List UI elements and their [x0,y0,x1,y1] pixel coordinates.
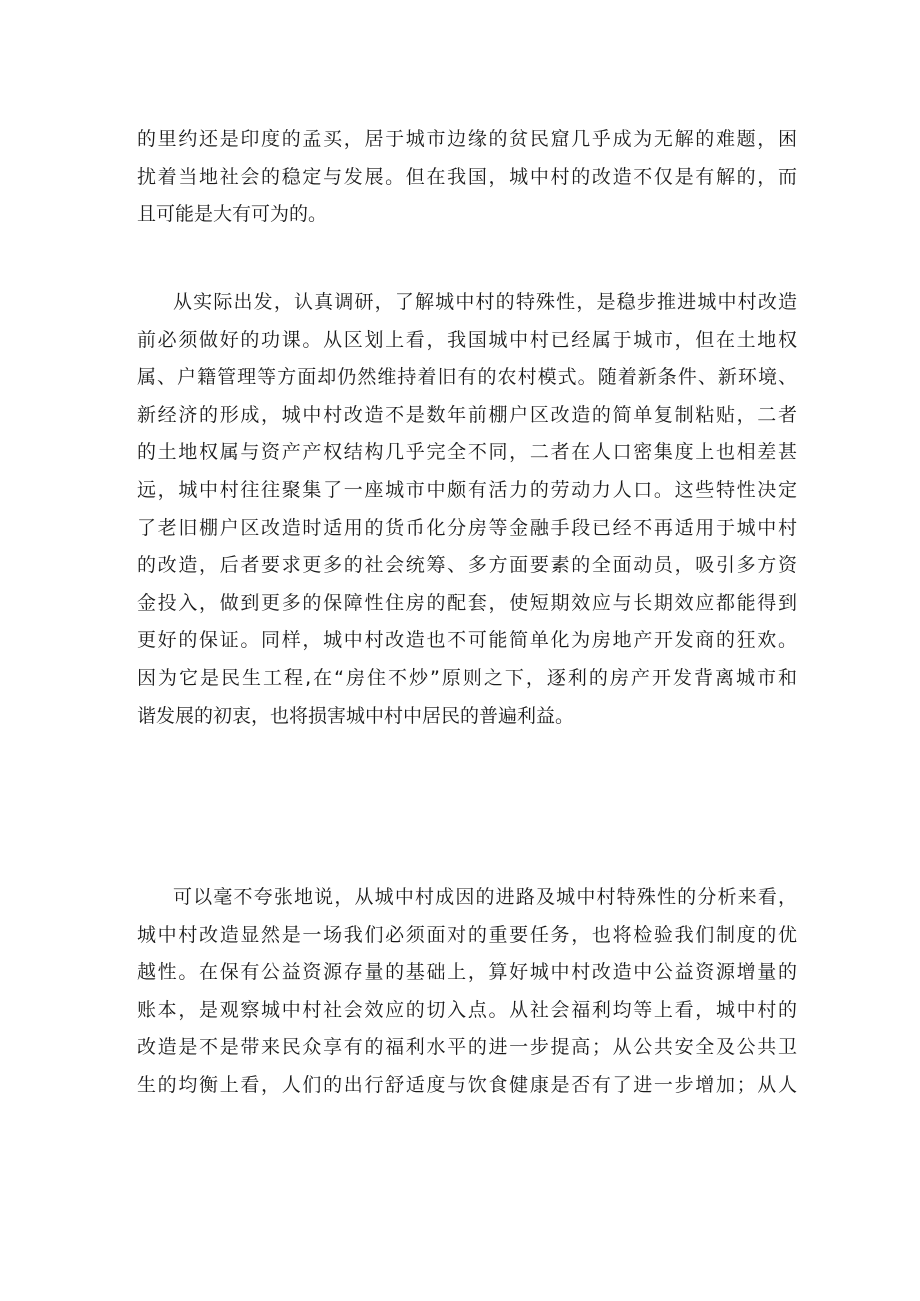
text-line: 新经济的形成，城中村改造不是数年前棚户区改造的简单复制粘贴，二者 [137,403,797,426]
text-line: 了老旧棚户区改造时适用的货币化分房等金融手段已经不再适用于城中村 [137,516,797,539]
text-line: 远，城中村往往聚集了一座城市中颇有活力的劳动力人口。这些特性决定 [137,478,797,501]
text-line: 可以毫不夸张地说，从城中村成因的进路及城中村特殊性的分析来看， [173,886,797,908]
text-line: 属、户籍管理等方面却仍然维持着旧有的农村模式。随着新条件、新环境、 [137,366,797,389]
paragraph-2 [137,284,797,735]
text-line: 的改造，后者要求更多的社会统筹、多方面要素的全面动员，吸引多方资 [137,554,797,577]
paragraph-1 [137,121,797,234]
paragraph-3 [137,879,797,1105]
text-line: 金投入，做到更多的保障性住房的配套，使短期效应与长期效应都能得到 [137,591,797,614]
text-line: 且可能是大有可为的。 [137,203,328,226]
text-line: 扰着当地社会的稳定与发展。但在我国，城中村的改造不仅是有解的，而 [137,165,797,188]
text-line: 账本，是观察城中村社会效应的切入点。从社会福利均等上看，城中村的 [137,998,797,1021]
text-line: 谐发展的初衷，也将损害城中村中居民的普遍利益。 [137,704,575,727]
text-line: 前必须做好的功课。从区划上看，我国城中村已经属于城市，但在土地权 [137,328,797,351]
text-line: 的土地权属与资产产权结构几乎完全不同，二者在人口密集度上也相差甚 [137,441,797,464]
text-line: 生的均衡上看，人们的出行舒适度与饮食健康是否有了进一步增加；从人 [137,1073,797,1096]
text-line: 更好的保证。同样，城中村改造也不可能简单化为房地产开发商的狂欢。 [137,629,797,652]
text-line: 改造是不是带来民众享有的福利水平的进一步提高；从公共安全及公共卫 [137,1036,797,1059]
text-line: 城中村改造显然是一场我们必须面对的重要任务，也将检验我们制度的优 [137,923,797,946]
text-line: 因为它是民生工程,在“房住不炒”原则之下，逐利的房产开发背离城市和 [137,666,797,689]
text-line: 从实际出发，认真调研，了解城中村的特殊性，是稳步推进城中村改造 [173,291,797,313]
text-line: 越性。在保有公益资源存量的基础上，算好城中村改造中公益资源增量的 [137,961,797,984]
text-line: 的里约还是印度的孟买，居于城市边缘的贫民窟几乎成为无解的难题，困 [137,128,797,150]
